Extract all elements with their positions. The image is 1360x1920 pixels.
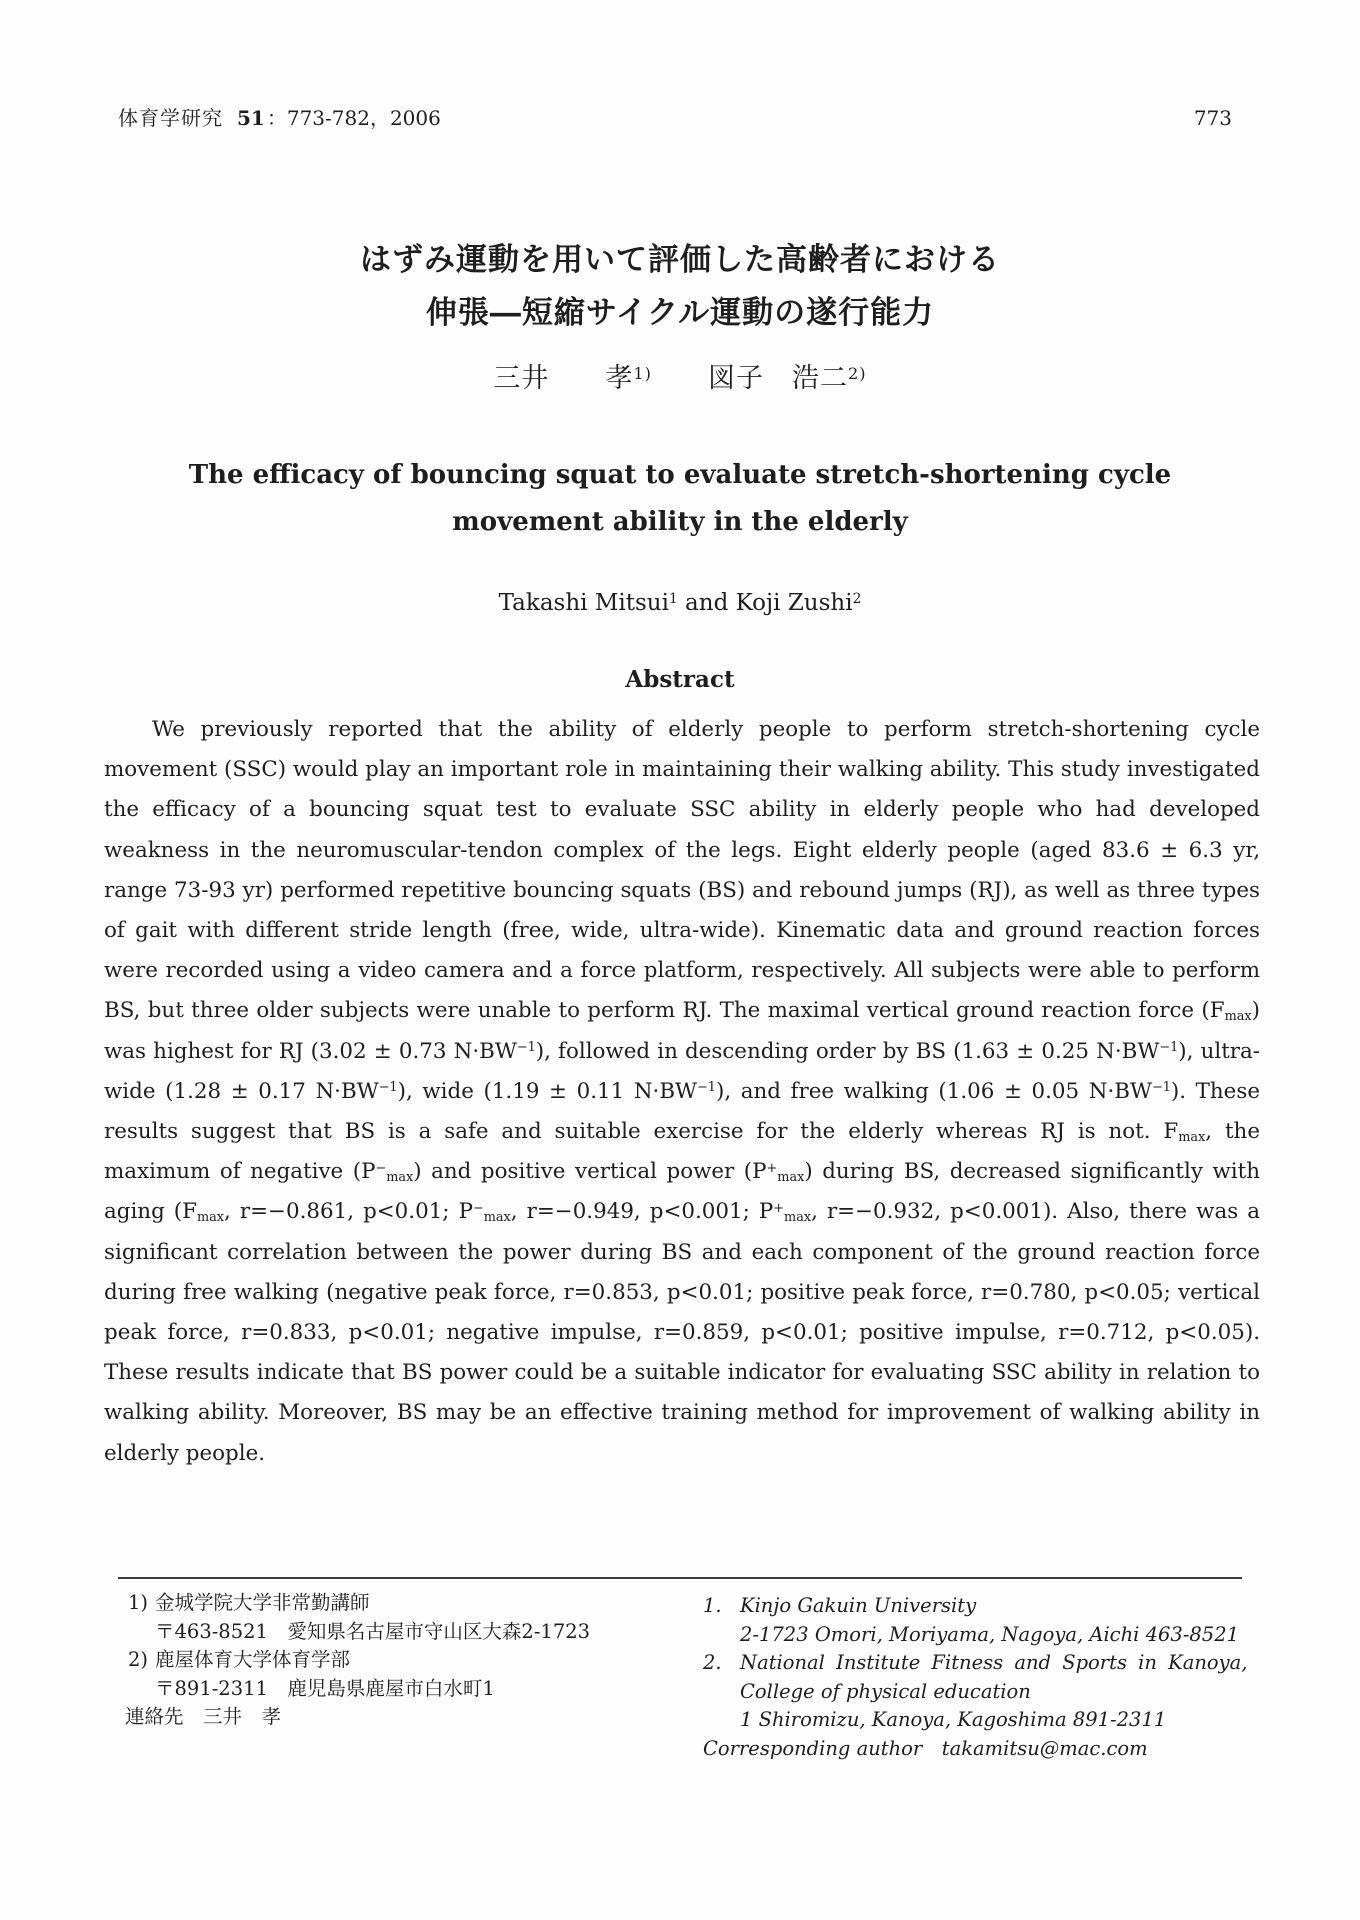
- footnote-ja-2-number: 2): [128, 1648, 149, 1672]
- journal-name: 体育学研究: [118, 106, 223, 130]
- footnote-ja-1: [128, 1589, 605, 1618]
- footnote-ja-1-org: 金城学院大学非常勤講師: [155, 1591, 370, 1614]
- authors-japanese: 三井 孝$^{1)}$ 図子 浩二$^{2)}$: [493, 363, 867, 394]
- footnote-en-2-address: 1 Shiromizu, Kanoya, Kagoshima 891-2311: [740, 1708, 1167, 1732]
- footnote-en-1-address: 2-1723 Omori, Moriyama, Nagoya, Aichi 463-8521: [740, 1622, 1240, 1646]
- footnote-en-1-org: Kinjo Gakuin University: [740, 1594, 977, 1617]
- footnotes-japanese: [125, 1589, 605, 1732]
- journal-citation: [118, 102, 441, 131]
- footnote-ja-2: [128, 1646, 605, 1675]
- journal-header: [118, 102, 1232, 131]
- footnote-en-2-college: College of physical education: [740, 1679, 1031, 1703]
- journal-volume: 51: [237, 106, 265, 130]
- title-english: [0, 452, 1360, 546]
- footnote-en-2-number: 2.: [703, 1651, 722, 1675]
- title-japanese: [0, 234, 1360, 340]
- footnote-en-1: [703, 1592, 1263, 1621]
- title-en-line2: movement ability in the elderly: [452, 507, 908, 537]
- footnote-en-1-number: 1.: [703, 1594, 722, 1617]
- contact-ja: 連絡先 三井 孝: [125, 1705, 282, 1729]
- footnotes-english: [703, 1592, 1263, 1764]
- title-ja-line2: 伸張―短縮サイクル運動の遂行能力: [425, 295, 935, 331]
- footnote-divider-rule: [118, 1577, 1242, 1579]
- abstract-heading: Abstract: [625, 666, 735, 693]
- authors-english: Takashi Mitsui$^1$ and Koji Zushi$^2$: [498, 590, 862, 616]
- title-ja-line1: はずみ運動を用いて評価した高齢者における: [360, 242, 1000, 278]
- footnote-en-2-org: National Institute Fitness and Sports in Kanoya,: [740, 1651, 1248, 1675]
- footnote-en-2: [703, 1649, 1263, 1678]
- footnote-ja-1-number: 1): [128, 1591, 149, 1614]
- page-number: 773: [1193, 106, 1232, 130]
- abstract-body: We previously reported that the ability of elderly people to perform stretch-shortening cycle movement (SSC) would play an important role in maintaining their walking ability. This study investigated the efficacy of a bouncing squat test to evaluate SSC ability in elderly people who had developed weakness in the neuromuscular-tendon complex of the legs. Eight elderly people (aged 83.6 ± 6.3 yr, range 73-93 yr) performed repetitive bouncing squats (BS) and rebound jumps (RJ), as well as three types of gait with different stride length (free, wide, ultra-wide). Kinematic data and ground reaction forces were recorded using a video camera and a force platform, respectively. All subjects were able to perform BS, but three older subjects were unable to perform RJ. The maximal vertical ground reaction force $(F_{max})$ was highest for RJ (3.02 ± 0.73 $N\cdot BW^{-1}$), followed in descending order by BS (1.63 ± 0.25 $N\cdot BW^{-1}$), ultra-wide (1.28 ± 0.17 $N\cdot BW^{-1}$), wide (1.19 ± 0.11 $N\cdot BW^{-1}$), and free walking (1.06 ± 0.05 $N\cdot BW^{-1}$). These results suggest that BS is a safe and suitable exercise for the elderly whereas RJ is not. $F_{max}$, the maximum of negative $(P^-_{max})$ and positive vertical power $(P^+_{max})$ during BS, decreased significantly with aging ($F_{max}$, r=−0.861, p<0.01; $P^-_{max}$, r=−0.949, p<0.001; $P^+_{max}$, r=−0.932, p<0.001). Also, there was a significant correlation between the power during BS and each component of the ground reaction force during free walking (negative peak force, r=0.853, p<0.01; positive peak force, r=0.780, p<0.05; vertical peak force, r=0.833, p<0.01; negative impulse, r=0.859, p<0.01; positive impulse, r=0.712, p<0.05). These results indicate that BS power could be a suitable indicator for evaluating SSC ability in relation to walking ability. Moreover, BS may be an effective training method for improvement of walking ability in elderly people.: [104, 717, 1260, 1466]
- corresponding-author: Corresponding author takamitsu@mac.com: [703, 1736, 1148, 1760]
- title-en-line1: The efficacy of bouncing squat to evaluate stretch-shortening cycle: [188, 460, 1172, 490]
- footnote-ja-2-org: 鹿屋体育大学体育学部: [155, 1648, 351, 1672]
- footnote-ja-1-address: 〒463-8521 愛知県名古屋市守山区大森2-1723: [155, 1619, 591, 1643]
- footnote-ja-2-address: 〒891-2311 鹿児島県鹿屋市白水町1: [155, 1676, 495, 1700]
- journal-pages-year: ：773-782，2006: [266, 106, 441, 130]
